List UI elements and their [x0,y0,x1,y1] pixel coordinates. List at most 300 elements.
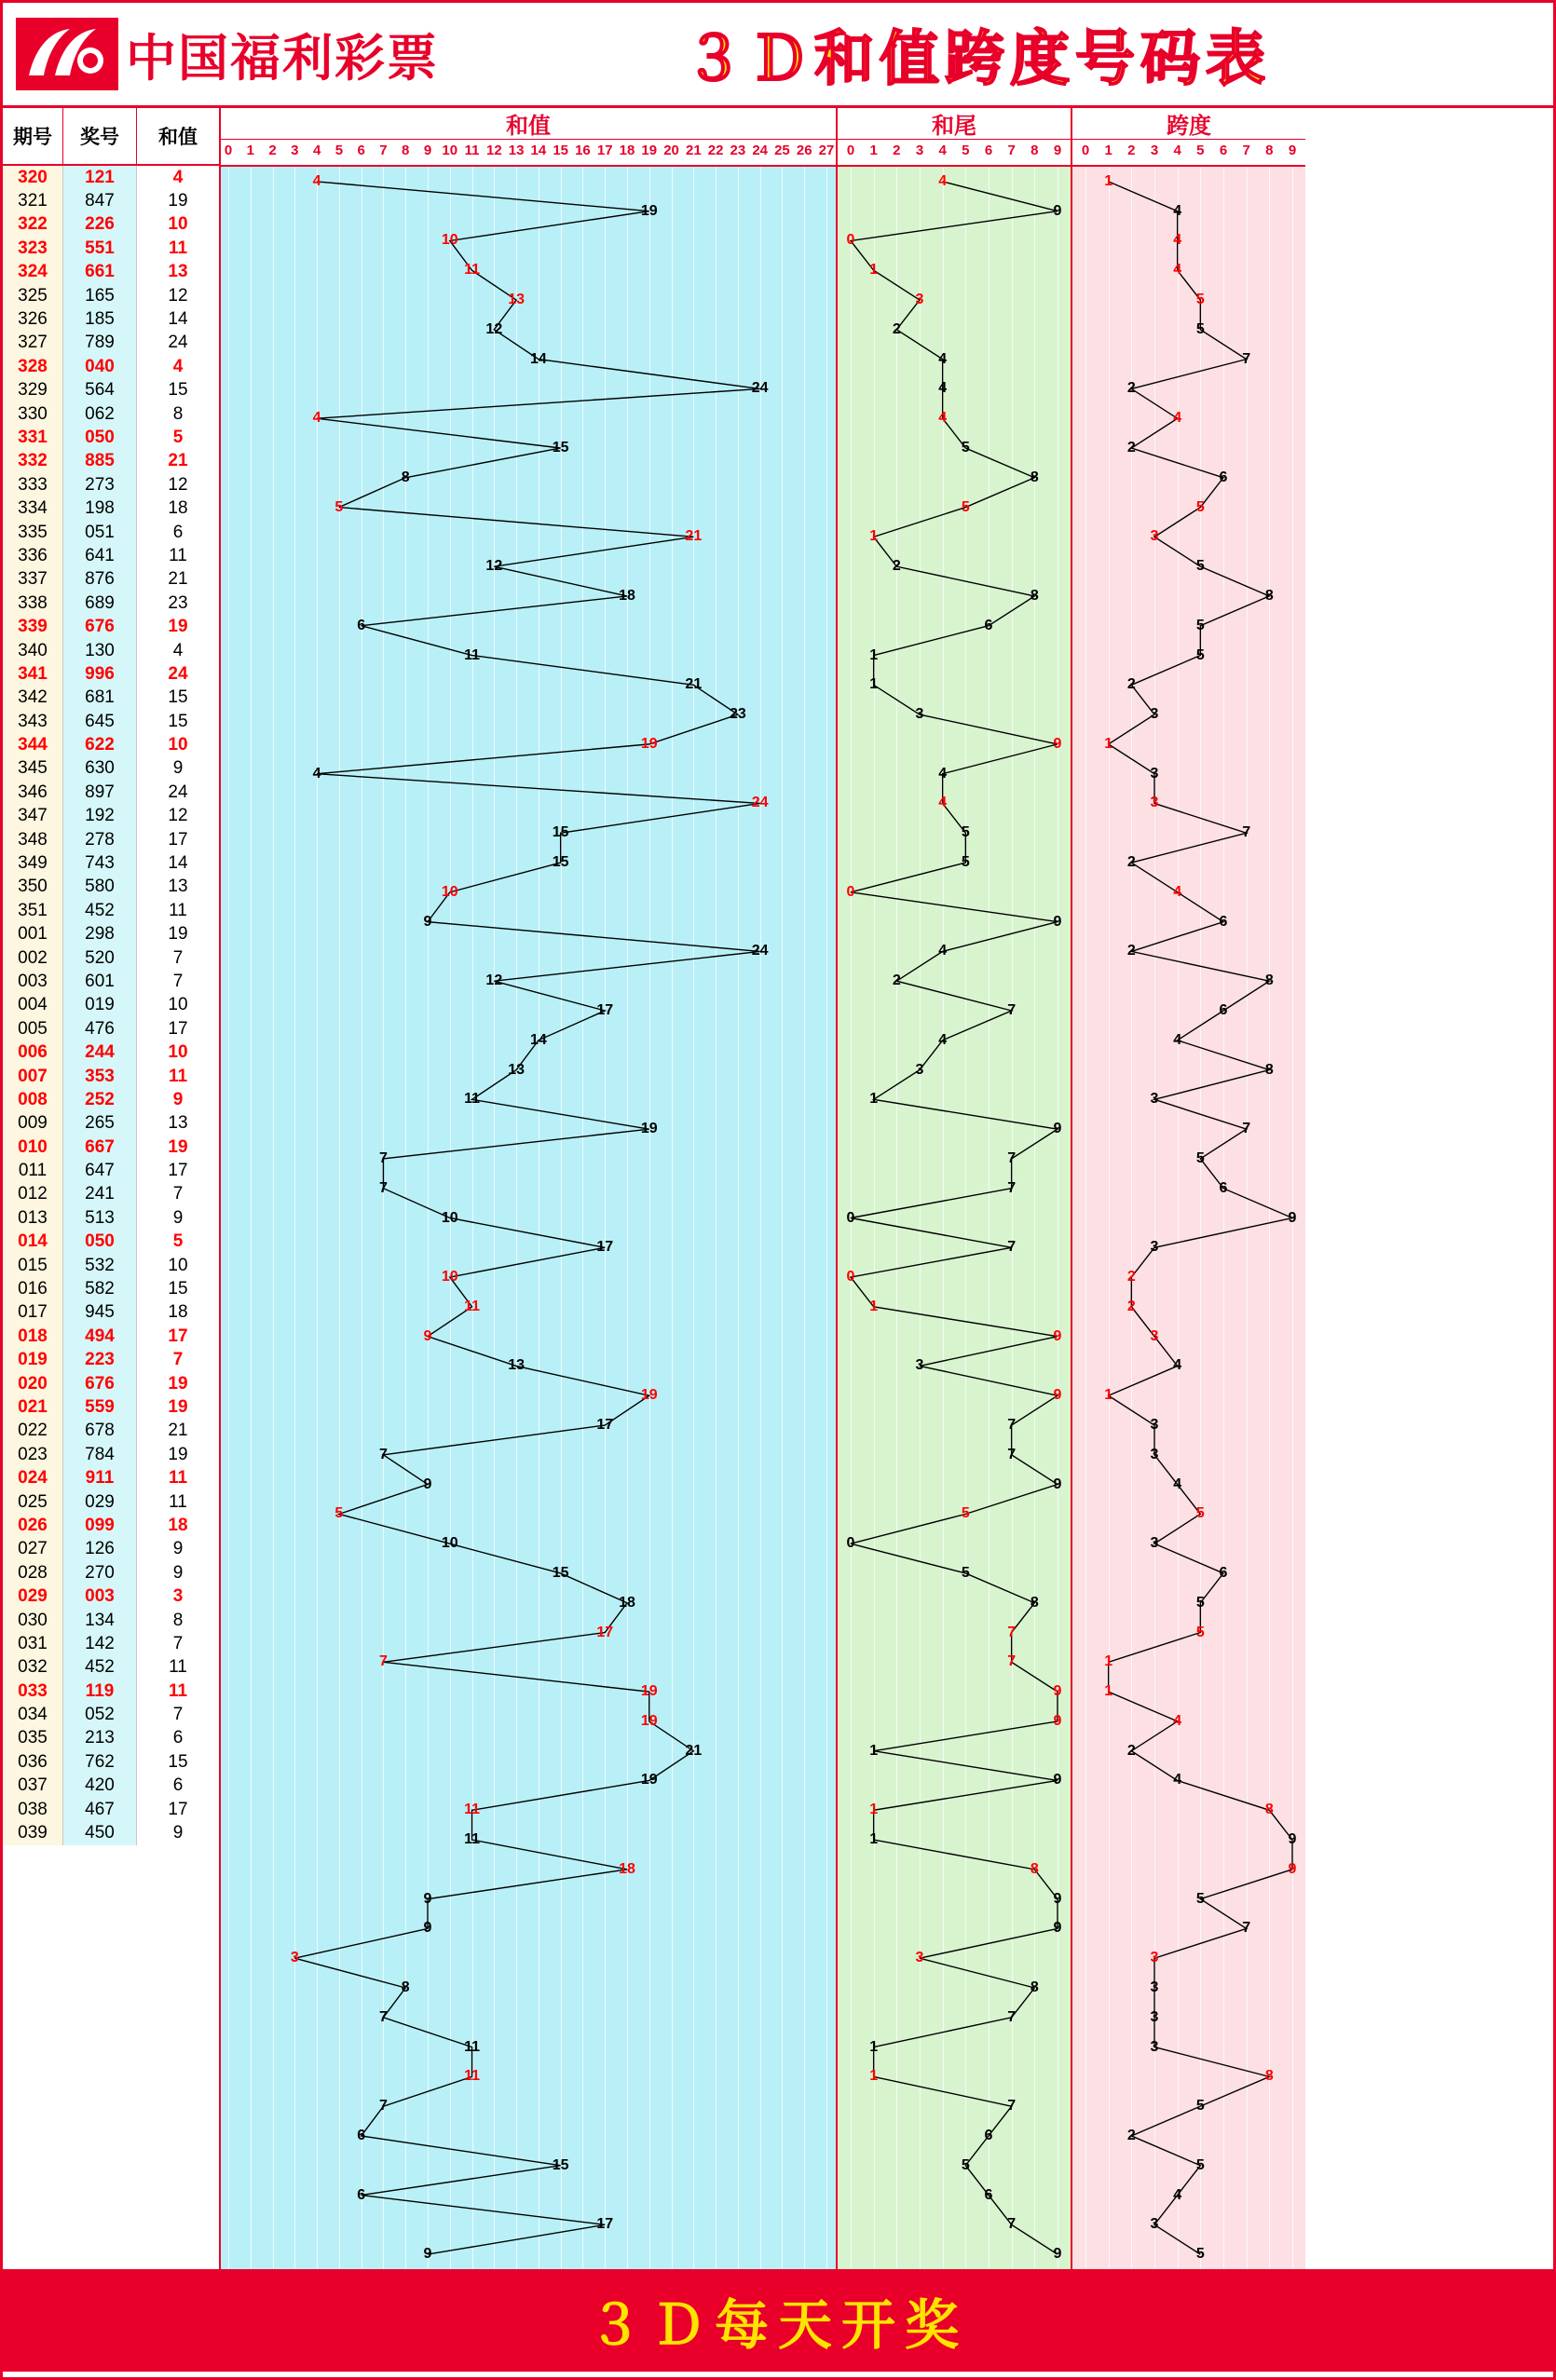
data-point-sum: 11 [464,2068,481,2085]
cell-sum: 19 [137,189,219,212]
data-point-sum: 17 [596,1001,614,1018]
cell-issue: 035 [3,1727,63,1750]
cell-sum: 19 [137,1443,219,1466]
data-point-tail: 5 [961,854,970,871]
data-point-sum: 3 [290,1950,299,1966]
cell-issue: 327 [3,332,63,355]
data-point-tail: 5 [961,1505,970,1522]
cell-sum: 6 [137,521,219,544]
data-point-span: 5 [1195,2156,1205,2173]
data-point-sum: 4 [312,172,321,189]
cell-number: 298 [63,923,137,946]
cell-issue: 026 [3,1514,63,1537]
cell-number: 040 [63,355,137,378]
data-point-tail: 7 [1007,2216,1017,2233]
data-point-tail: 4 [938,765,948,782]
data-point-tail: 3 [915,1061,924,1078]
cell-sum: 7 [137,1183,219,1206]
table-row [3,899,219,922]
table-row [3,284,219,307]
data-point-sum: 7 [378,1179,388,1196]
data-point-sum: 10 [441,1269,458,1285]
table-row [3,261,219,284]
data-point-sum: 14 [529,1031,547,1048]
cell-number: 223 [63,1349,137,1372]
data-point-span: 3 [1150,2038,1159,2055]
data-point-sum: 11 [464,1298,481,1314]
data-point-tail: 1 [869,1831,879,1848]
cell-number: 278 [63,828,137,851]
data-point-sum: 15 [552,824,569,841]
data-point-sum: 12 [485,320,503,337]
data-point-tail: 8 [1030,1979,1039,1995]
cell-issue: 021 [3,1395,63,1419]
data-point-sum: 9 [423,913,432,930]
cell-number: 564 [63,379,137,402]
cell-sum: 19 [137,1372,219,1395]
cell-sum: 24 [137,662,219,686]
table-row [3,733,219,756]
data-point-sum: 19 [640,1683,658,1700]
cell-issue: 344 [3,733,63,756]
data-point-span: 3 [1150,706,1159,723]
data-point-sum: 10 [441,883,458,900]
data-point-tail: 7 [1007,1179,1017,1196]
data-point-tail: 4 [938,380,948,397]
data-point-span: 4 [1173,410,1182,427]
data-point-sum: 14 [529,350,547,367]
table-row [3,1231,219,1254]
data-point-sum: 19 [640,1772,658,1788]
data-point-tail: 9 [1053,1772,1062,1788]
cell-issue: 038 [3,1798,63,1821]
cell-issue: 328 [3,355,63,378]
data-point-sum: 7 [378,1653,388,1670]
cell-number: 622 [63,733,137,756]
cell-issue: 341 [3,662,63,686]
cell-number: 678 [63,1420,137,1443]
axis-tick-sum-14: 14 [530,143,547,158]
cell-issue: 014 [3,1231,63,1254]
axis-tick-sum-9: 9 [423,143,432,158]
data-point-tail: 2 [892,320,901,337]
cell-number: 945 [63,1301,137,1325]
cell-sum: 15 [137,1750,219,1774]
data-point-sum: 24 [751,380,769,397]
cell-number: 467 [63,1798,137,1821]
cell-issue: 342 [3,687,63,710]
data-point-span: 4 [1173,1031,1182,1048]
cell-number: 996 [63,662,137,686]
data-point-tail: 1 [869,676,879,693]
cell-issue: 335 [3,521,63,544]
cell-sum: 9 [137,1561,219,1584]
data-point-tail: 9 [1053,1712,1062,1729]
data-point-tail: 5 [961,1564,970,1581]
data-point-tail: 9 [1053,1121,1062,1137]
data-point-span: 2 [1126,1742,1136,1759]
data-point-sum: 15 [552,854,569,871]
cell-number: 213 [63,1727,137,1750]
cell-sum: 15 [137,379,219,402]
cell-number: 019 [63,994,137,1017]
cell-number: 062 [63,402,137,426]
data-point-tail: 4 [938,410,948,427]
table-row [3,1040,219,1064]
cell-sum: 7 [137,1703,219,1726]
data-point-span: 1 [1104,735,1113,752]
table-row [3,237,219,260]
table-header-row [3,108,219,166]
data-point-span: 2 [1126,854,1136,871]
panel-span-plot [1072,167,1305,2269]
page-title: ３Ｄ和值跨度号码表 [684,26,1271,92]
cell-number: 452 [63,1656,137,1680]
data-point-tail: 2 [892,972,901,989]
data-point-sum: 19 [640,202,658,219]
table-row [3,1703,219,1726]
cell-number: 450 [63,1821,137,1844]
data-point-tail: 0 [846,1209,855,1226]
table-row [3,970,219,993]
data-point-tail: 4 [938,943,948,959]
cell-issue: 017 [3,1301,63,1325]
cell-number: 226 [63,213,137,237]
table-row [3,450,219,473]
cell-number: 003 [63,1584,137,1608]
data-point-tail: 1 [869,2068,879,2085]
data-point-span: 4 [1173,202,1182,219]
data-point-sum: 12 [485,558,503,575]
data-point-span: 7 [1242,1121,1251,1137]
cell-number: 520 [63,946,137,970]
cell-number: 676 [63,615,137,638]
footer-text: ３Ｄ每天开奖 [587,2295,968,2356]
table-row [3,1183,219,1206]
table-row [3,876,219,899]
data-point-tail: 9 [1053,1920,1062,1937]
cell-number: 743 [63,851,137,875]
panel-tail-axis [838,140,1071,167]
trend-line [1072,167,1305,2269]
table-row [3,1490,219,1514]
table-row [3,1466,219,1489]
table-row [3,1514,219,1537]
cell-sum: 11 [137,899,219,922]
cell-number: 353 [63,1065,137,1088]
cell-sum: 5 [137,426,219,449]
cell-sum: 21 [137,450,219,473]
cell-issue: 340 [3,639,63,662]
data-point-sum: 7 [378,2008,388,2025]
data-point-sum: 12 [485,972,503,989]
cell-number: 641 [63,544,137,567]
data-point-tail: 1 [869,528,879,545]
cell-number: 099 [63,1514,137,1537]
data-point-sum: 19 [640,735,658,752]
cell-sum: 15 [137,710,219,733]
data-point-sum: 9 [423,1890,432,1907]
axis-tick-span-6: 6 [1219,143,1228,158]
data-point-sum: 17 [596,2216,614,2233]
cell-number: 126 [63,1538,137,1561]
data-point-span: 2 [1126,380,1136,397]
data-point-sum: 11 [464,1802,481,1818]
cell-number: 192 [63,805,137,828]
cell-number: 130 [63,639,137,662]
data-point-sum: 9 [423,1920,432,1937]
cell-issue: 024 [3,1466,63,1489]
cell-number: 559 [63,1395,137,1419]
cell-sum: 19 [137,615,219,638]
cell-sum: 7 [137,946,219,970]
data-point-span: 3 [1150,1091,1159,1108]
panel-tail-plot [838,167,1071,2269]
panel-sum-plot [221,167,836,2269]
data-point-span: 3 [1150,1417,1159,1434]
table-row [3,1254,219,1277]
table-row [3,687,219,710]
axis-tick-sum-18: 18 [619,143,635,158]
table-row [3,662,219,686]
data-point-tail: 9 [1053,1387,1062,1404]
cell-sum: 15 [137,1277,219,1300]
cell-number: 273 [63,473,137,496]
cell-issue: 015 [3,1254,63,1277]
cell-number: 582 [63,1277,137,1300]
data-point-sum: 18 [619,1860,635,1877]
table-row [3,710,219,733]
data-point-tail: 0 [846,883,855,900]
cell-sum: 14 [137,307,219,331]
data-point-tail: 1 [869,1742,879,1759]
data-point-tail: 9 [1053,202,1062,219]
cell-number: 513 [63,1206,137,1230]
data-point-sum: 13 [508,292,525,308]
cell-number: 052 [63,1703,137,1726]
data-point-sum: 4 [312,410,321,427]
cell-sum: 9 [137,757,219,781]
cell-issue: 350 [3,876,63,899]
data-point-sum: 11 [464,1091,481,1108]
data-point-sum: 7 [378,2098,388,2115]
table-row [3,923,219,946]
axis-tick-tail-5: 5 [962,143,970,158]
cell-issue: 004 [3,994,63,1017]
data-point-tail: 9 [1053,913,1062,930]
axis-tick-span-7: 7 [1242,143,1250,158]
data-point-tail: 8 [1030,469,1039,485]
table-row [3,1395,219,1419]
panel-tail-title: 和尾 [838,108,1071,140]
cell-number: 165 [63,284,137,307]
cell-issue: 032 [3,1656,63,1680]
cell-sum: 19 [137,1136,219,1159]
cell-number: 185 [63,307,137,331]
cell-sum: 19 [137,923,219,946]
cell-issue: 005 [3,1017,63,1040]
axis-tick-tail-6: 6 [984,143,993,158]
axis-tick-sum-0: 0 [224,143,233,158]
table-row [3,757,219,781]
data-point-span: 3 [1150,2008,1159,2025]
cell-number: 452 [63,899,137,922]
cell-issue: 325 [3,284,63,307]
axis-tick-sum-1: 1 [246,143,254,158]
column-header-number: 奖号 [63,108,137,164]
axis-tick-sum-3: 3 [291,143,299,158]
cell-issue: 028 [3,1561,63,1584]
data-point-span: 2 [1126,1269,1136,1285]
cell-issue: 027 [3,1538,63,1561]
cell-number: 784 [63,1443,137,1466]
cell-number: 876 [63,568,137,592]
data-point-sum: 10 [441,232,458,249]
cell-issue: 330 [3,402,63,426]
data-point-tail: 1 [869,646,879,663]
table-row [3,166,219,189]
cell-number: 051 [63,521,137,544]
welfare-lottery-logo-icon [16,18,118,90]
cell-issue: 001 [3,923,63,946]
cell-issue: 320 [3,166,63,189]
cell-sum: 7 [137,970,219,993]
data-point-span: 2 [1126,676,1136,693]
cell-sum: 17 [137,1159,219,1182]
data-point-span: 3 [1150,1535,1159,1552]
cell-sum: 11 [137,1065,219,1088]
cell-issue: 334 [3,496,63,520]
data-point-span: 7 [1242,824,1251,841]
axis-tick-sum-27: 27 [818,143,835,158]
data-point-sum: 11 [464,646,481,663]
cell-sum: 8 [137,402,219,426]
data-point-span: 1 [1104,1653,1113,1670]
cell-issue: 016 [3,1277,63,1300]
axis-tick-span-4: 4 [1173,143,1181,158]
data-point-span: 2 [1126,439,1136,456]
data-point-sum: 21 [685,1742,703,1759]
cell-issue: 023 [3,1443,63,1466]
axis-tick-span-5: 5 [1196,143,1205,158]
data-point-tail: 4 [938,1031,948,1048]
cell-sum: 14 [137,851,219,875]
cell-sum: 4 [137,639,219,662]
table-row [3,946,219,970]
cell-sum: 10 [137,733,219,756]
data-point-span: 3 [1150,1950,1159,1966]
cell-sum: 21 [137,1420,219,1443]
cell-issue: 010 [3,1136,63,1159]
cell-sum: 24 [137,781,219,804]
data-point-sum: 5 [334,1505,344,1522]
cell-number: 789 [63,332,137,355]
cell-number: 265 [63,1112,137,1136]
axis-tick-tail-3: 3 [915,143,924,158]
axis-tick-span-3: 3 [1150,143,1159,158]
data-point-tail: 8 [1030,1594,1039,1611]
data-point-span: 5 [1195,617,1205,633]
page-footer [3,2269,1553,2372]
data-point-span: 5 [1195,1505,1205,1522]
data-point-span: 4 [1173,232,1182,249]
axis-tick-span-9: 9 [1288,143,1297,158]
data-point-span: 1 [1104,172,1113,189]
data-point-span: 7 [1242,1920,1251,1937]
data-point-sum: 10 [441,1535,458,1552]
data-point-span: 8 [1264,1802,1274,1818]
data-point-tail: 7 [1007,2008,1017,2025]
axis-tick-sum-12: 12 [485,143,502,158]
cell-number: 270 [63,1561,137,1584]
cell-number: 551 [63,237,137,260]
data-point-sum: 6 [357,2186,366,2203]
data-point-tail: 6 [984,617,993,633]
cell-issue: 006 [3,1040,63,1064]
data-point-tail: 4 [938,795,948,811]
data-point-tail: 7 [1007,1239,1017,1256]
data-point-span: 3 [1150,2216,1159,2233]
data-point-tail: 7 [1007,1653,1017,1670]
data-point-tail: 9 [1053,1890,1062,1907]
cell-number: 676 [63,1372,137,1395]
cell-issue: 323 [3,237,63,260]
data-point-sum: 24 [751,795,769,811]
table-row [3,496,219,520]
data-point-span: 4 [1173,1476,1182,1492]
cell-number: 198 [63,496,137,520]
table-row [3,568,219,592]
cell-sum: 11 [137,1656,219,1680]
table-row [3,1584,219,1608]
data-point-tail: 0 [846,232,855,249]
table-row [3,1821,219,1844]
axis-tick-tail-0: 0 [846,143,855,158]
data-point-sum: 7 [378,1149,388,1166]
data-point-tail: 6 [984,2127,993,2143]
axis-tick-sum-13: 13 [508,143,525,158]
data-point-tail: 9 [1053,1476,1062,1492]
cell-number: 121 [63,166,137,189]
data-point-span: 5 [1195,1594,1205,1611]
data-point-span: 4 [1173,1357,1182,1374]
data-point-tail: 6 [984,2186,993,2203]
cell-sum: 12 [137,284,219,307]
axis-tick-tail-8: 8 [1031,143,1039,158]
cell-sum: 11 [137,237,219,260]
axis-tick-span-0: 0 [1081,143,1090,158]
table-row [3,1538,219,1561]
cell-number: 476 [63,1017,137,1040]
cell-number: 420 [63,1775,137,1798]
panel-sum-axis [221,140,836,167]
data-point-span: 3 [1150,1327,1159,1344]
data-point-sum: 5 [334,498,344,515]
data-point-tail: 7 [1007,1001,1017,1018]
data-point-sum: 8 [401,1979,410,1995]
data-point-span: 2 [1126,2127,1136,2143]
page-header [3,3,1553,108]
axis-tick-sum-25: 25 [774,143,790,158]
panel-sum-title: 和值 [221,108,836,140]
table-row [3,1017,219,1040]
data-point-tail: 3 [915,1357,924,1374]
data-point-tail: 5 [961,439,970,456]
data-point-span: 8 [1264,972,1274,989]
axis-tick-sum-21: 21 [685,143,702,158]
panel-span-title: 跨度 [1072,108,1305,140]
cell-sum: 23 [137,592,219,615]
